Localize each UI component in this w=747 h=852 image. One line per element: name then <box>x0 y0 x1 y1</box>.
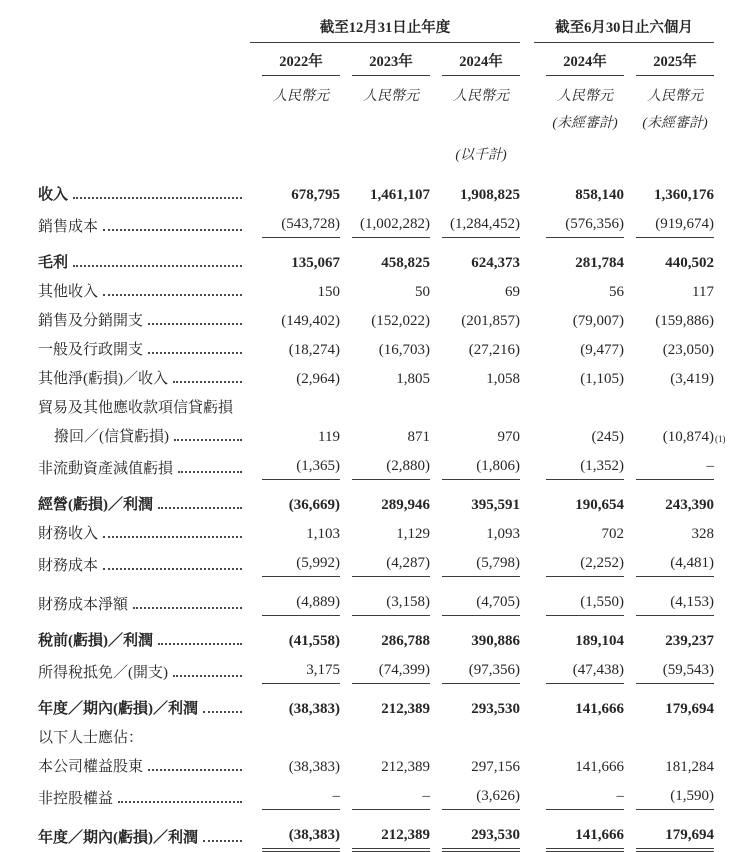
currency-label: 人民幣元 <box>557 89 613 104</box>
row-label: 非控股權益 <box>38 791 114 807</box>
row-label-cell <box>38 687 250 723</box>
value-cell: 141,666 <box>575 701 624 717</box>
row-label: 撥回／(信貸虧損) <box>54 429 169 445</box>
table-row <box>38 277 714 306</box>
value-cell: 50 <box>415 284 430 300</box>
column-gap <box>520 483 534 519</box>
value-cell: 212,389 <box>381 701 430 717</box>
value-cell: 458,825 <box>381 255 430 271</box>
value-cell: 141,666 <box>534 813 624 852</box>
row-label: 貿易及其他應收款項信貸虧損 <box>38 400 234 416</box>
header-spacer <box>38 105 250 132</box>
row-label: 銷售成本 <box>38 219 99 235</box>
row-label: 經營(虧損)／利潤 <box>38 497 153 513</box>
row-label: 銷售及分銷開支 <box>38 313 144 329</box>
period-group-interim: 截至6月30日止六個月 <box>534 16 714 43</box>
value-cell: (576,356) <box>534 209 624 241</box>
value-cell: – <box>250 781 340 813</box>
unaudited-note: (未經審計) <box>552 116 618 131</box>
row-label-cell <box>38 752 250 781</box>
row-label-cell <box>38 241 250 277</box>
dot-leader <box>73 265 242 267</box>
dot-leader <box>173 675 242 677</box>
value-cell: – <box>624 451 714 483</box>
table-row <box>38 209 714 241</box>
table-header <box>38 16 714 180</box>
value-cell: (159,886) <box>655 313 714 329</box>
value-cell: 297,156 <box>471 759 520 775</box>
value-cell: 119 <box>318 429 340 445</box>
table-row <box>38 580 714 619</box>
value-cell: 3,175 <box>250 655 340 687</box>
column-gap <box>520 105 534 132</box>
row-label: 財務收入 <box>38 526 99 542</box>
value-cell: (3,626) <box>430 781 520 813</box>
value-cell: (47,438) <box>534 655 624 687</box>
table-row <box>38 655 714 687</box>
column-gap <box>520 687 534 723</box>
value-cell: 1,058 <box>486 371 520 387</box>
value-cell: (149,402) <box>281 313 340 329</box>
value-cell: 1,461,107 <box>370 187 430 203</box>
column-gap <box>520 180 534 209</box>
column-gap <box>520 241 534 277</box>
currency-label: 人民幣元 <box>453 89 509 104</box>
table-row <box>38 619 714 655</box>
row-label: 本公司權益股東 <box>38 759 144 775</box>
value-cell: (1,550) <box>534 580 624 619</box>
table-body <box>38 180 726 852</box>
dot-leader <box>158 507 242 509</box>
dot-leader <box>118 801 242 803</box>
value-cell <box>340 393 430 422</box>
value-cell: (79,007) <box>572 313 624 329</box>
table-row <box>38 687 714 723</box>
currency-label: 人民幣元 <box>647 89 703 104</box>
value-cell: (5,992) <box>250 548 340 580</box>
value-cell <box>534 393 624 422</box>
value-cell: (543,728) <box>250 209 340 241</box>
value-cell: (919,674) <box>624 209 714 241</box>
value-cell: 1,129 <box>396 526 430 542</box>
row-label: 財務成本 <box>38 558 99 574</box>
column-gap <box>520 781 534 813</box>
value-cell: (3,158) <box>340 580 430 619</box>
value-cell: (3,419) <box>670 371 714 387</box>
table-row <box>38 548 714 580</box>
value-cell: 281,784 <box>575 255 624 271</box>
table-row <box>38 241 714 277</box>
row-label-cell <box>38 781 250 813</box>
value-cell: – <box>340 781 430 813</box>
value-cell: (2,964) <box>296 371 340 387</box>
row-label-cell <box>38 580 250 619</box>
row-label-cell <box>38 519 250 548</box>
row-label-cell <box>38 364 250 393</box>
dot-leader <box>103 294 242 296</box>
value-cell <box>340 723 430 752</box>
row-label-cell <box>38 548 250 580</box>
row-label: 其他淨(虧損)／收入 <box>38 371 168 387</box>
dot-leader <box>103 536 242 538</box>
column-gap <box>520 335 534 364</box>
value-cell: (1,365) <box>250 451 340 483</box>
currency-label: 人民幣元 <box>273 89 329 104</box>
value-cell: 190,654 <box>575 497 624 513</box>
table-row <box>38 752 714 781</box>
value-cell <box>624 393 714 422</box>
row-label-cell <box>38 483 250 519</box>
column-gap <box>520 393 534 422</box>
dot-leader <box>73 197 242 199</box>
row-label: 年度／期內(虧損)／利潤 <box>38 701 198 717</box>
value-cell: 293,530 <box>430 813 520 852</box>
column-gap <box>520 752 534 781</box>
value-cell: (1,002,282) <box>340 209 430 241</box>
row-label: 毛利 <box>38 255 69 271</box>
table-row <box>38 335 714 364</box>
table-row <box>38 813 714 852</box>
value-cell: – <box>534 781 624 813</box>
value-cell: (1,590) <box>624 781 714 813</box>
thousands-header-row <box>38 132 714 180</box>
value-cell: 1,908,825 <box>460 187 520 203</box>
year-header-2025: 2025年 <box>624 43 714 77</box>
row-label-cell <box>38 723 250 752</box>
value-cell: 1,805 <box>396 371 430 387</box>
column-gap <box>520 813 534 852</box>
column-gap <box>520 548 534 580</box>
row-label: 收入 <box>38 187 69 203</box>
year-header-2024: 2024年 <box>430 43 520 77</box>
row-label: 以下人士應佔： <box>38 730 144 746</box>
dot-leader <box>158 643 242 645</box>
column-gap <box>520 364 534 393</box>
value-cell: (1,284,452) <box>430 209 520 241</box>
value-cell: 678,795 <box>291 187 340 203</box>
value-cell: 189,104 <box>575 633 624 649</box>
table-row <box>38 483 714 519</box>
header-spacer <box>38 132 250 180</box>
dot-leader <box>103 568 242 570</box>
dot-leader <box>203 711 242 713</box>
header-spacer <box>38 16 250 43</box>
column-gap <box>520 209 534 241</box>
row-label-cell <box>38 813 250 852</box>
footnote-marker: (1) <box>715 434 726 444</box>
dot-leader <box>178 471 242 473</box>
year-header-row <box>38 43 714 77</box>
row-label-cell <box>38 655 250 687</box>
table-row <box>38 393 714 422</box>
value-cell: (38,383) <box>250 813 340 852</box>
column-gap <box>520 580 534 619</box>
value-cell: (23,050) <box>662 342 714 358</box>
value-cell: 624,373 <box>471 255 520 271</box>
currency-header-row <box>38 76 714 105</box>
value-cell: (1,105) <box>580 371 624 387</box>
value-cell: (16,703) <box>378 342 430 358</box>
value-cell: (201,857) <box>461 313 520 329</box>
value-cell: (2,880) <box>340 451 430 483</box>
value-cell: (41,558) <box>288 633 340 649</box>
value-cell: (4,287) <box>340 548 430 580</box>
table-row <box>38 723 714 752</box>
value-cell: (10,874) (1) <box>662 429 726 445</box>
row-label: 所得稅抵免／(開支) <box>38 665 168 681</box>
column-gap <box>520 132 534 180</box>
period-group-row <box>38 16 714 43</box>
table-row <box>38 306 714 335</box>
value-cell: 212,389 <box>381 759 430 775</box>
value-cell: 135,067 <box>291 255 340 271</box>
value-cell: 117 <box>692 284 714 300</box>
dot-leader <box>148 352 242 354</box>
value-cell: 440,502 <box>665 255 714 271</box>
dot-leader <box>174 439 242 441</box>
column-gap <box>520 76 534 105</box>
column-gap <box>520 16 534 43</box>
value-cell: (27,216) <box>468 342 520 358</box>
row-label-cell <box>38 335 250 364</box>
value-cell: 395,591 <box>471 497 520 513</box>
row-label-cell <box>38 306 250 335</box>
value-cell: 702 <box>601 526 624 542</box>
value-cell: 243,390 <box>665 497 714 513</box>
row-label-cell <box>38 209 250 241</box>
value-cell <box>624 723 714 752</box>
row-label-cell <box>38 422 250 451</box>
row-label-cell <box>38 619 250 655</box>
column-gap <box>520 306 534 335</box>
table-row <box>38 451 714 483</box>
value-cell <box>250 393 340 422</box>
value-cell: (18,274) <box>288 342 340 358</box>
value-cell: (2,252) <box>534 548 624 580</box>
value-cell: 286,788 <box>381 633 430 649</box>
column-gap <box>520 451 534 483</box>
value-cell <box>534 723 624 752</box>
year-header-2023: 2023年 <box>340 43 430 77</box>
header-spacer <box>38 76 250 105</box>
dot-leader <box>203 840 242 842</box>
row-label-cell <box>38 451 250 483</box>
value-cell: (4,889) <box>250 580 340 619</box>
value-cell: (4,153) <box>624 580 714 619</box>
value-cell: (1,806) <box>430 451 520 483</box>
value-cell: (38,383) <box>288 701 340 717</box>
dot-leader <box>103 229 242 231</box>
unaudited-header-row <box>38 105 714 132</box>
value-cell: 150 <box>317 284 340 300</box>
dot-leader <box>173 381 242 383</box>
table-row <box>38 364 714 393</box>
column-gap <box>520 519 534 548</box>
value-cell: (74,399) <box>340 655 430 687</box>
column-gap <box>520 277 534 306</box>
value-cell <box>430 723 520 752</box>
value-cell: 212,389 <box>340 813 430 852</box>
unaudited-note: (未經審計) <box>642 116 708 131</box>
value-cell: 390,886 <box>471 633 520 649</box>
value-cell: 970 <box>497 429 520 445</box>
value-cell: 871 <box>407 429 430 445</box>
row-label: 其他收入 <box>38 284 99 300</box>
year-header-2024-interim: 2024年 <box>534 43 624 77</box>
value-cell: 1,360,176 <box>654 187 714 203</box>
value-cell: 239,237 <box>665 633 714 649</box>
row-label-cell <box>38 180 250 209</box>
column-gap <box>520 619 534 655</box>
income-statement-table <box>38 16 726 852</box>
value-cell: 328 <box>691 526 714 542</box>
value-cell: 181,284 <box>665 759 714 775</box>
value-cell: 858,140 <box>575 187 624 203</box>
dot-leader <box>148 323 242 325</box>
value-cell: 293,530 <box>471 701 520 717</box>
value-cell: 289,946 <box>381 497 430 513</box>
table-row <box>38 781 714 813</box>
row-label: 一般及行政開支 <box>38 342 144 358</box>
value-cell: 1,093 <box>486 526 520 542</box>
value-cell <box>430 393 520 422</box>
column-gap <box>520 43 534 77</box>
dot-leader <box>133 607 242 609</box>
row-label-cell <box>38 277 250 306</box>
period-group-annual: 截至12月31日止年度 <box>250 16 520 43</box>
row-label: 年度／期內(虧損)／利潤 <box>38 830 198 846</box>
value-cell: (1,352) <box>534 451 624 483</box>
value-cell: (152,022) <box>371 313 430 329</box>
dot-leader <box>148 769 242 771</box>
value-cell: 69 <box>505 284 520 300</box>
table-row <box>38 422 714 451</box>
value-cell: (38,383) <box>288 759 340 775</box>
value-cell: (36,669) <box>288 497 340 513</box>
row-label: 財務成本淨額 <box>38 597 129 613</box>
value-cell: 56 <box>609 284 624 300</box>
value-cell: (245) <box>591 429 624 445</box>
value-cell: (97,356) <box>430 655 520 687</box>
thousands-note: (以千計) <box>455 148 507 163</box>
value-cell: (59,543) <box>624 655 714 687</box>
column-gap <box>520 655 534 687</box>
value-cell: (4,705) <box>430 580 520 619</box>
value-cell <box>250 723 340 752</box>
header-spacer <box>38 43 250 77</box>
table-row <box>38 180 714 209</box>
column-gap <box>520 723 534 752</box>
value-cell: 179,694 <box>665 701 714 717</box>
row-label: 稅前(虧損)／利潤 <box>38 633 153 649</box>
row-label: 非流動資產減值虧損 <box>38 461 174 477</box>
value-cell: (4,481) <box>624 548 714 580</box>
value-cell: 179,694 <box>624 813 714 852</box>
year-header-2022: 2022年 <box>250 43 340 77</box>
value-cell: 141,666 <box>575 759 624 775</box>
row-label-cell <box>38 393 250 422</box>
value-cell: (9,477) <box>580 342 624 358</box>
value-cell: (5,798) <box>430 548 520 580</box>
value-cell: 1,103 <box>306 526 340 542</box>
currency-label: 人民幣元 <box>363 89 419 104</box>
column-gap <box>520 422 534 451</box>
table-row <box>38 519 714 548</box>
